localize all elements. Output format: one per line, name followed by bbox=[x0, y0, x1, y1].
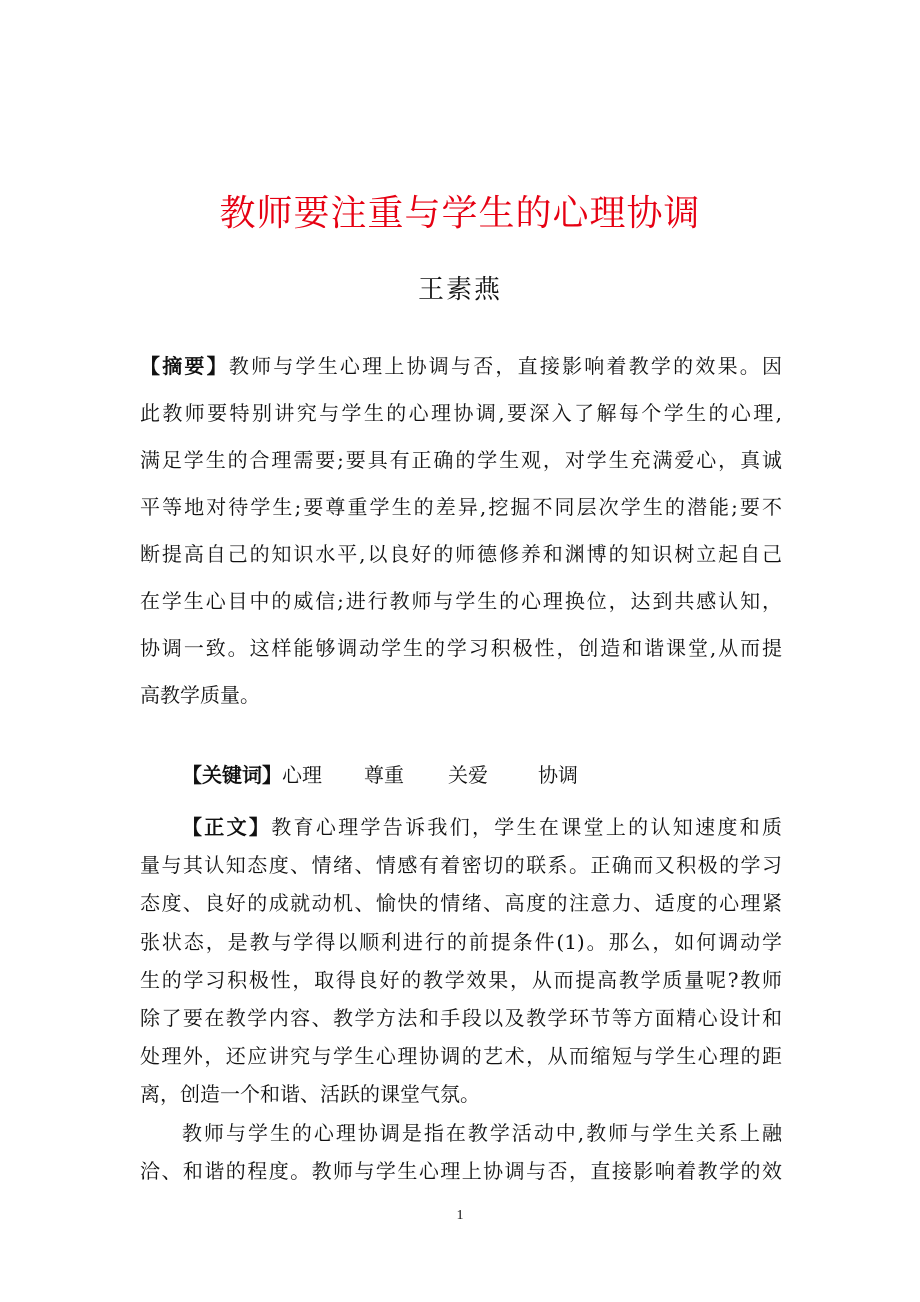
abstract-text: 教师与学生心理上协调与否，直接影响着教学的效果。因 bbox=[228, 354, 783, 378]
abstract-line: 高教学质量。 bbox=[140, 683, 260, 707]
body-line: 处理外，还应讲究与学生心理协调的艺术，从而缩短与学生心理的距 bbox=[140, 1044, 782, 1069]
body-line: 教师与学生的心理协调是指在教学活动中,教师与学生关系上融 bbox=[182, 1120, 782, 1145]
page-number: 1 bbox=[456, 1208, 464, 1223]
body-line: 量与其认知态度、情绪、情感有着密切的联系。正确而又积极的学习 bbox=[140, 853, 782, 878]
abstract-section bbox=[140, 343, 782, 719]
abstract-line: 在学生心目中的威信;进行教师与学生的心理换位，达到共感认知， bbox=[140, 589, 782, 613]
body-line: 离，创造一个和谐、活跃的课堂气氛。 bbox=[140, 1082, 480, 1107]
body-line: 张状态，是教与学得以顺利进行的前提条件(1)。那么，如何调动学 bbox=[140, 929, 782, 954]
keywords-tag: 【关键词】 bbox=[182, 763, 282, 787]
abstract-line bbox=[140, 343, 782, 390]
abstract-line: 协调一致。这样能够调动学生的学习积极性，创造和谐课堂,从而提 bbox=[140, 636, 782, 660]
keyword-item: 协调 bbox=[538, 763, 578, 787]
body-section bbox=[140, 808, 782, 1190]
body-line: 洽、和谐的程度。教师与学生心理上协调与否，直接影响着教学的效 bbox=[140, 1158, 782, 1183]
body-tag: 【正文】 bbox=[182, 815, 272, 839]
keyword-item: 关爱 bbox=[448, 763, 488, 787]
abstract-tag: 【摘要】 bbox=[140, 354, 229, 378]
keywords-section bbox=[182, 752, 782, 799]
abstract-line: 此教师要特别讲究与学生的心理协调,要深入了解每个学生的心理, bbox=[140, 401, 782, 425]
body-line: 生的学习积极性，取得良好的教学效果，从而提高教学质量呢?教师 bbox=[140, 967, 782, 992]
body-line: 除了要在教学内容、教学方法和手段以及教学环节等方面精心设计和 bbox=[140, 1006, 782, 1031]
body-line: 态度、良好的成就动机、愉快的情绪、高度的注意力、适度的心理紧 bbox=[140, 891, 782, 916]
abstract-line: 平等地对待学生;要尊重学生的差异,挖掘不同层次学生的潜能;要不 bbox=[140, 495, 782, 519]
author-name: 王素燕 bbox=[417, 275, 502, 305]
abstract-line: 断提高自己的知识水平,以良好的师德修养和渊博的知识树立起自己 bbox=[140, 542, 782, 566]
body-text: 教育心理学告诉我们，学生在课堂上的认知速度和质 bbox=[271, 815, 783, 839]
keyword-item: 心理 bbox=[282, 763, 322, 787]
body-line bbox=[140, 808, 782, 846]
document-title: 教师要注重与学生的心理协调 bbox=[219, 193, 701, 234]
abstract-line: 满足学生的合理需要;要具有正确的学生观，对学生充满爱心，真诚 bbox=[140, 448, 782, 472]
keyword-item: 尊重 bbox=[364, 763, 404, 787]
